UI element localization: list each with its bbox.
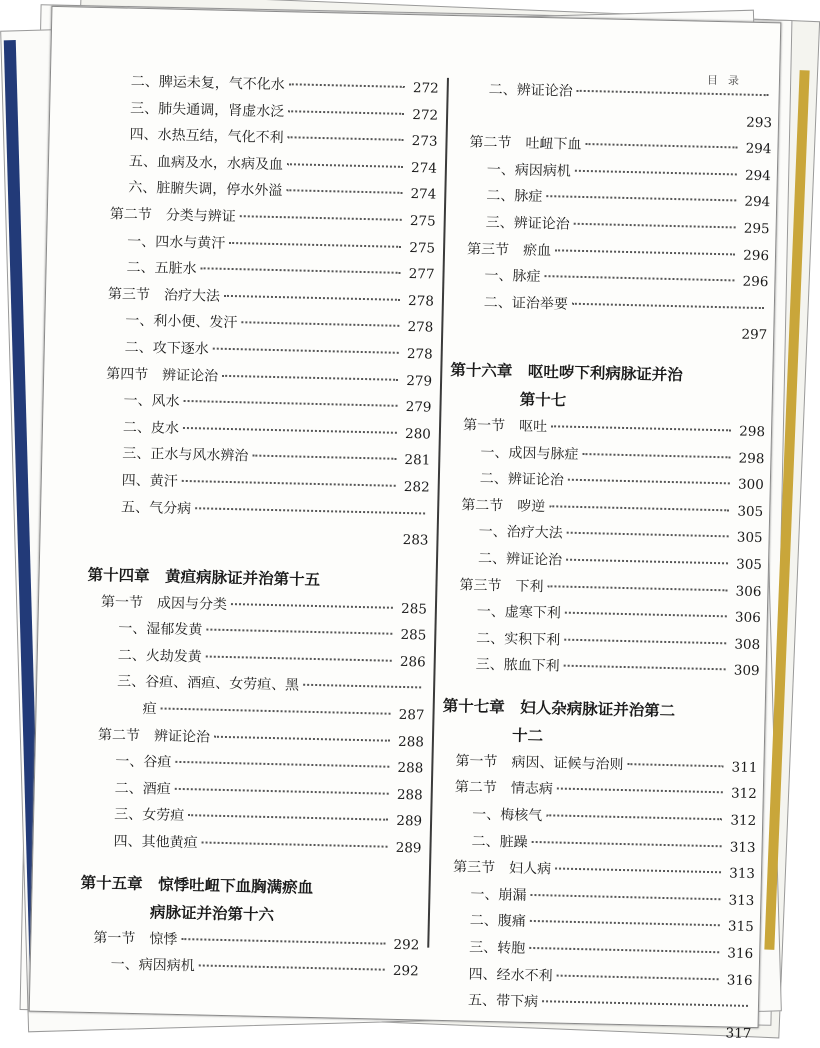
entry-title: 一、崩漏	[470, 886, 527, 904]
entry-title: 一、利小便、发汗	[125, 312, 238, 332]
page-number: 288	[397, 733, 425, 751]
dot-leader	[224, 294, 400, 301]
page-number: 296	[742, 273, 769, 291]
entry-title: 疸	[142, 701, 157, 718]
page-number: 279	[405, 399, 432, 416]
dot-leader	[206, 628, 392, 635]
page-number: 292	[392, 963, 419, 980]
page-number: 288	[397, 760, 424, 777]
entry-title: 五、带下病	[467, 992, 539, 1011]
entry-title: 第二节 情志病	[454, 779, 554, 798]
entry-title: 二、辨证论治	[488, 81, 573, 100]
entry-title: 一、病因病机	[110, 956, 195, 975]
dot-leader	[201, 266, 401, 274]
page-number: 274	[410, 186, 437, 204]
dot-leader	[566, 558, 728, 565]
entry-title: 四、经水不利	[468, 966, 553, 985]
entry-title: 二、攻下逐水	[124, 339, 209, 358]
entry-title: 二、脾运未复，气不化水	[130, 73, 285, 94]
dot-leader	[627, 762, 723, 767]
entry-title: 第三节 下利	[459, 576, 544, 595]
entry-title: 三、正水与风水辨治	[122, 445, 249, 465]
dot-leader	[542, 999, 748, 1007]
entry-title: 二、酒疸	[114, 780, 171, 798]
dot-leader	[252, 454, 396, 460]
page-number: 279	[406, 372, 433, 390]
page-number: 295	[743, 220, 770, 238]
entry-title: 第三节 妇人病	[452, 859, 552, 878]
dot-leader	[529, 946, 719, 953]
page-number: 297	[741, 326, 768, 344]
page-number: 306	[734, 609, 761, 627]
dot-leader	[161, 707, 391, 715]
entry-title: 第四节 辨证论治	[105, 365, 219, 385]
dot-leader	[557, 787, 723, 794]
entry-title: 一、梅核气	[472, 806, 543, 825]
page-number: 288	[396, 786, 423, 804]
page-number: 298	[739, 423, 766, 441]
dot-leader	[175, 787, 389, 795]
page-number: 294	[744, 167, 772, 184]
dot-leader	[572, 301, 764, 308]
dot-leader	[206, 654, 392, 661]
page-number: 317	[725, 1025, 752, 1042]
dot-leader	[202, 841, 388, 848]
page-number: 294	[744, 193, 771, 211]
toc-right-column	[431, 76, 775, 1047]
dot-leader	[546, 813, 722, 820]
dot-leader	[303, 683, 421, 689]
entry-title: 一、湿郁发黄	[118, 620, 203, 639]
dot-leader	[575, 169, 737, 176]
page-number: 300	[737, 476, 764, 494]
page-number: 286	[399, 653, 426, 671]
page-number: 296	[743, 247, 770, 264]
page-number: 277	[408, 266, 435, 283]
entry-title: 第二节 辨证论治	[97, 726, 211, 746]
page-number: 298	[738, 450, 765, 467]
dot-leader	[564, 664, 726, 671]
entry-title: 一、治疗大法	[478, 523, 563, 542]
page-number: 306	[735, 583, 762, 600]
entry-title: 二、皮水	[122, 419, 180, 437]
dot-leader	[549, 504, 729, 511]
page-number: 272	[412, 80, 439, 97]
entry-title: 一、谷疸	[115, 753, 172, 772]
dot-leader	[532, 840, 722, 847]
dot-leader	[582, 452, 730, 458]
dot-leader	[287, 162, 403, 168]
dot-leader	[195, 506, 425, 514]
page-number: 312	[730, 785, 757, 803]
entry-title: 二、腹痛	[469, 913, 527, 931]
dot-leader	[213, 347, 399, 354]
page-number: 285	[400, 627, 427, 644]
page-number: 315	[727, 918, 754, 936]
page-number: 287	[398, 706, 425, 724]
entry-title: 第一节 病因、证候与治则	[455, 753, 624, 773]
page-number: 313	[729, 839, 756, 856]
dot-leader	[199, 964, 385, 971]
toc-page	[29, 6, 782, 1042]
page-number: 274	[410, 159, 438, 177]
page-number: 292	[393, 936, 420, 954]
dot-leader	[547, 584, 727, 591]
page-number: 308	[734, 636, 761, 653]
page-number: 280	[404, 425, 432, 443]
entry-title: 第二节 吐衄下血	[469, 134, 582, 154]
entry-title: 二、辨证论治	[479, 470, 565, 489]
entry-title: 第二节 哕逆	[461, 496, 546, 515]
dot-leader	[288, 135, 404, 141]
page-number: 273	[411, 133, 438, 150]
page-header: 目录	[706, 73, 750, 88]
page-number: 281	[404, 452, 431, 469]
entry-title: 第二节 分类与辨证	[109, 206, 236, 226]
chapter-title: 第十七章 妇人杂病脉证并治第二	[442, 696, 676, 721]
page-number: 316	[727, 945, 754, 963]
entry-title: 二、脉症	[486, 188, 543, 206]
entry-title: 五、气分病	[120, 499, 192, 517]
page-number: 289	[395, 839, 422, 857]
entry-title: 一、虚寒下利	[476, 603, 562, 622]
page-number: 316	[726, 972, 753, 989]
entry-title: 第三节 瘀血	[466, 240, 552, 259]
page-number: 278	[407, 319, 434, 336]
entry-title: 一、四水与黄汗	[127, 233, 226, 252]
entry-title: 二、五脏水	[126, 259, 197, 278]
dot-leader	[222, 373, 398, 380]
page-number: 282	[403, 478, 430, 496]
dot-leader	[182, 479, 396, 487]
dot-leader	[288, 109, 404, 115]
entry-title: 第一节 成因与分类	[100, 593, 228, 613]
entry-title: 第一节 呕吐	[462, 417, 548, 436]
chapter-title: 第十七	[519, 390, 567, 410]
entry-title: 六、脏腑失调，停水外溢	[128, 180, 283, 200]
dot-leader	[241, 321, 399, 328]
dot-leader	[188, 814, 388, 822]
entry-title: 一、脉症	[484, 267, 541, 286]
page-number: 305	[736, 529, 763, 547]
chapter-title: 病脉证并治第十六	[149, 902, 275, 924]
page-number: 294	[745, 140, 772, 158]
page-number: 313	[729, 865, 756, 883]
dot-leader	[544, 274, 734, 281]
page-number: 313	[728, 892, 755, 909]
entry-title: 第一节 惊悸	[93, 929, 178, 948]
page-number: 278	[407, 292, 435, 310]
dot-leader	[555, 248, 735, 255]
dot-leader	[530, 893, 720, 900]
page-number: 278	[406, 345, 433, 363]
dot-leader	[564, 637, 726, 644]
dot-leader	[555, 867, 721, 874]
page-number: 275	[409, 239, 436, 257]
dot-leader	[231, 602, 393, 609]
dot-leader	[184, 399, 398, 407]
chapter-title: 十二	[511, 726, 544, 746]
page-number: 283	[402, 532, 429, 549]
page-number: 285	[400, 600, 428, 618]
page-number: 289	[396, 813, 423, 830]
dot-leader	[181, 937, 385, 945]
page-number: 272	[412, 106, 439, 124]
entry-title: 二、火劫发黄	[117, 647, 202, 666]
dot-leader	[289, 82, 405, 88]
dot-leader	[240, 214, 402, 221]
entry-title: 三、肺失通调，肾虚水泛	[130, 100, 285, 120]
entry-title: 三、转胞	[469, 939, 526, 957]
entry-title: 五、血病及水，水病及血	[128, 153, 284, 173]
chapter-title: 第十六章 呕吐哕下利病脉证并治	[450, 360, 684, 385]
entry-title: 四、其他黄疸	[113, 833, 198, 852]
dot-leader	[183, 426, 397, 434]
page-number: 275	[409, 213, 436, 230]
toc-left-column	[74, 68, 441, 985]
chapter-title: 第十四章 黄疸病脉证并治第十五	[87, 565, 321, 589]
entry-title: 一、成因与脉症	[480, 444, 579, 463]
dot-leader	[214, 734, 390, 741]
page-number: 312	[730, 812, 757, 830]
dot-leader	[551, 424, 731, 431]
entry-title: 二、实积下利	[476, 630, 561, 649]
page-number: 305	[737, 503, 764, 520]
dot-leader	[229, 241, 401, 248]
entry-title: 二、辨证论治	[477, 550, 563, 569]
dot-leader	[546, 194, 736, 201]
dot-leader	[557, 973, 719, 980]
dot-leader	[577, 89, 769, 96]
chapter-title: 第十五章 惊悸吐衄下血胸满瘀血	[80, 873, 314, 897]
entry-title: 三、辨证论治	[485, 214, 570, 233]
entry-title: 四、水热互结，气化不利	[129, 126, 284, 147]
entry-title: 一、病因病机	[486, 161, 572, 180]
dot-leader	[565, 611, 727, 618]
dot-leader	[568, 478, 730, 485]
entry-title: 二、证治举要	[483, 294, 569, 313]
dot-leader	[567, 531, 729, 538]
entry-title: 第三节 治疗大法	[107, 285, 221, 305]
entry-title: 三、女劳疸	[113, 806, 185, 825]
page-number: 305	[736, 556, 763, 574]
page-number: 311	[731, 759, 758, 776]
dot-leader	[286, 189, 402, 195]
dot-leader	[530, 919, 720, 926]
page-number: 293	[746, 114, 773, 131]
dot-leader	[175, 760, 389, 768]
entry-title: 二、脏躁	[471, 833, 528, 851]
entry-title: 四、黄汗	[121, 472, 178, 490]
dot-leader	[574, 222, 736, 229]
dot-leader	[585, 142, 737, 148]
entry-title: 一、风水	[123, 392, 180, 410]
entry-title: 三、谷疸、酒疸、女劳疸、黑	[117, 673, 300, 695]
entry-title: 三、脓血下利	[475, 656, 560, 675]
page-number: 309	[733, 662, 760, 680]
